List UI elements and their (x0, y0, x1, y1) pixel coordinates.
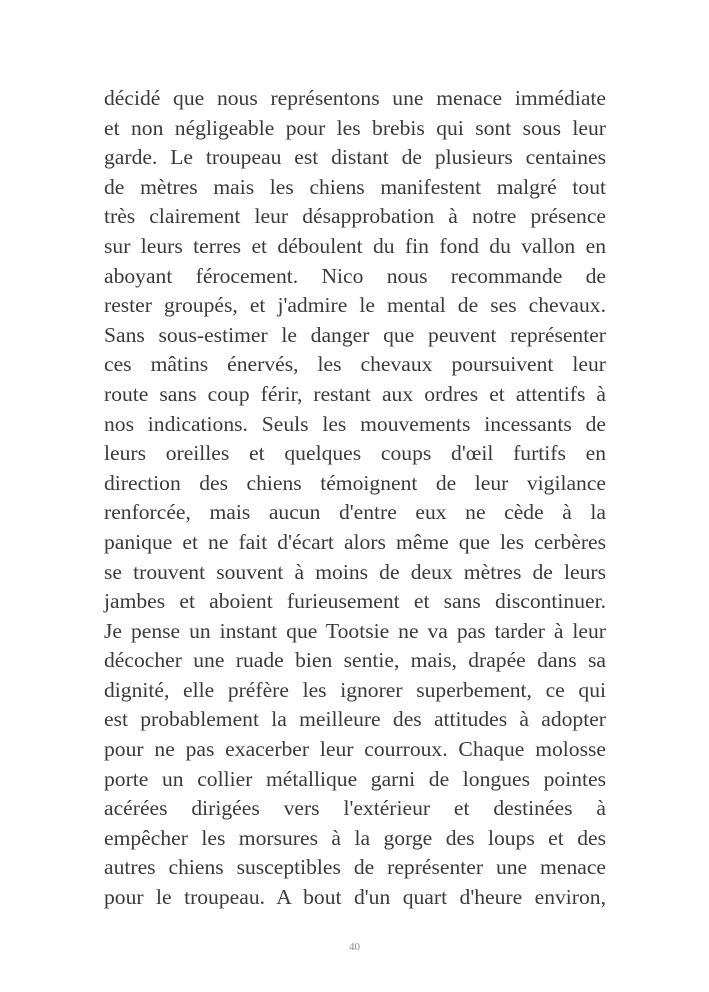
text-line: ces mâtins énervés, les chevaux poursuivent leur (104, 352, 606, 377)
text-line: acérées dirigées vers l'extérieur et destinées à (104, 796, 606, 821)
text-line: jambes et aboient furieusement et sans discontinuer. (104, 589, 606, 614)
text-line: et non négligeable pour les brebis qui sont sous leur (104, 115, 606, 140)
text-line: aboyant férocement. Nico nous recommande de (104, 263, 606, 288)
text-line: de mètres mais les chiens manifestent malgré tout (104, 174, 606, 199)
text-line: sur leurs terres et déboulent du fin fond du vallon en (104, 233, 606, 258)
text-line: décocher une ruade bien sentie, mais, drapée dans sa (104, 648, 606, 673)
text-line: panique et ne fait d'écart alors même que les cerbères (104, 529, 606, 554)
text-line: rester groupés, et j'admire le mental de ses chevaux. (104, 293, 606, 318)
text-line: Sans sous-estimer le danger que peuvent représenter (104, 322, 606, 347)
text-line: empêcher les morsures à la gorge des loups et des (104, 825, 606, 850)
text-line: pour ne pas exacerber leur courroux. Chaque molosse (104, 737, 606, 762)
text-line: décidé que nous représentons une menace immédiate (104, 86, 606, 110)
text-line: autres chiens susceptibles de représenter une menace (104, 855, 606, 880)
text-line: route sans coup férir, restant aux ordres et attentifs à (104, 381, 606, 406)
text-line: nos indications. Seuls les mouvements incessants de (104, 411, 606, 436)
body-text (104, 84, 606, 913)
text-line: pour le troupeau. A bout d'un quart d'heure environ, (104, 885, 606, 910)
text-line: porte un collier métallique garni de longues pointes (104, 766, 606, 791)
text-line: se trouvent souvent à moins de deux mètres de leurs (104, 559, 606, 584)
text-line: renforcée, mais aucun d'entre eux ne cède à la (104, 500, 606, 525)
page-number: 40 (349, 941, 360, 953)
text-line: leurs oreilles et quelques coups d'œil furtifs en (104, 441, 606, 466)
text-line: Je pense un instant que Tootsie ne va pas tarder à leur (104, 618, 606, 643)
text-line: est probablement la meilleure des attitudes à adopter (104, 707, 606, 732)
text-line: garde. Le troupeau est distant de plusieurs centaines (104, 145, 606, 170)
text-line: très clairement leur désapprobation à notre présence (104, 204, 606, 229)
text-line: dignité, elle préfère les ignorer superbement, ce qui (104, 677, 606, 702)
text-line: direction des chiens témoignent de leur vigilance (104, 470, 606, 495)
